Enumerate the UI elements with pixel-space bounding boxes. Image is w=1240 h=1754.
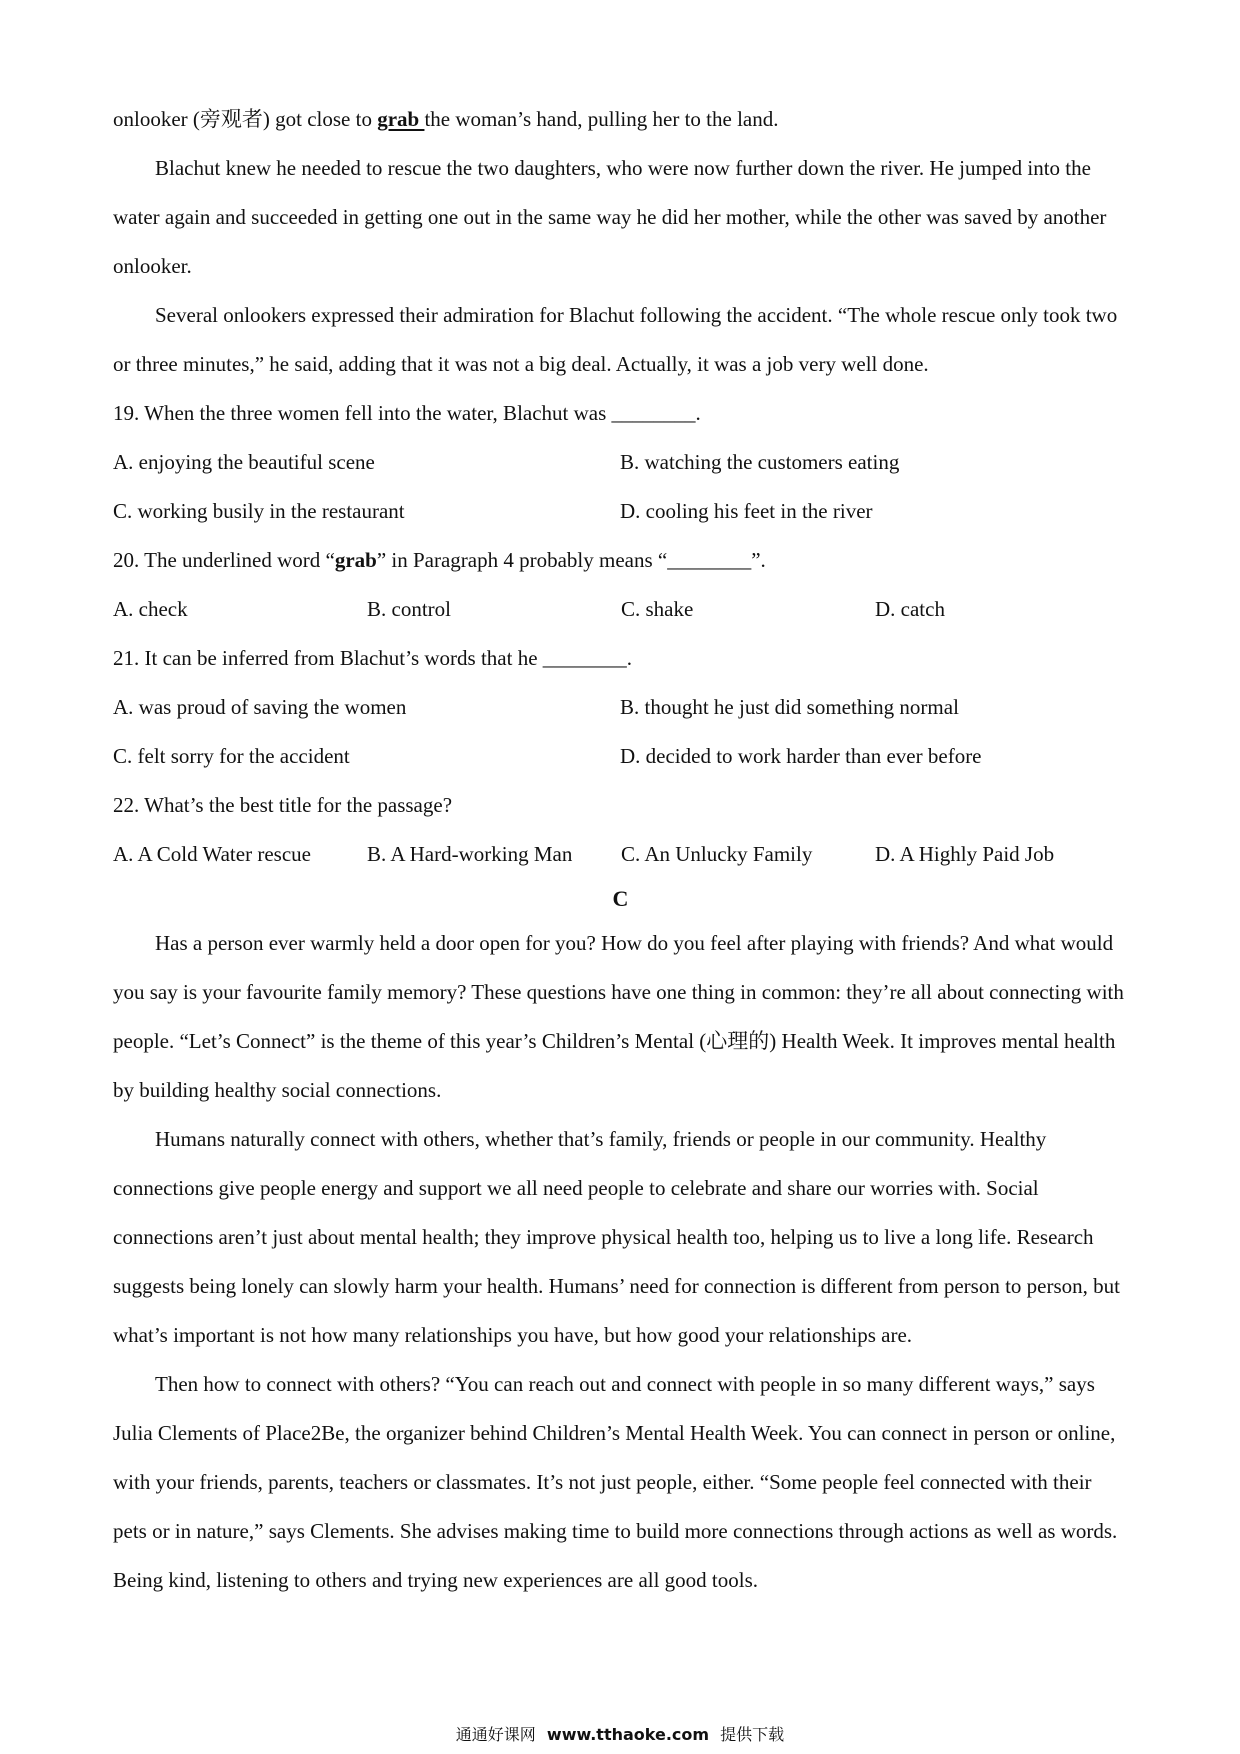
footer-download-text: 提供下载 [720,1725,785,1744]
q19-option-a: A. enjoying the beautiful scene [113,450,375,474]
q21-option-d: D. decided to work harder than ever before [620,744,982,768]
question-19-options-row-2 [113,487,1128,536]
q20-bold-word: grab [334,548,377,572]
section-c-heading: C [612,886,629,911]
question-21-options-row-2 [113,732,1128,781]
q20-option-d: D. catch [875,597,945,621]
q19-option-d: D. cooling his feet in the river [620,499,873,523]
paragraph-c-lets-connect: Has a person ever warmly held a door open for you? How do you feel after playing with friends? And what would you say is your favourite family memory? These questions have one thing in common: they’re all about connecting with people. “Let’s Connect” is the theme of this year’s Children’s Mental (心理的) Health Week. It improves mental health by building healthy social connections. [113,931,1124,1102]
paragraph-c-humans-connect: Humans naturally connect with others, whether that’s family, friends or people in our community. Healthy connections give people energy and support we all need people to celebrate and share our worries with. Social connections aren’t just about mental health; they improve physical health too, helping us to live a long life. Research suggests being lonely can slowly harm your health. Humans’ need for connection is different from person to person, but what’s important is not how many relationships you have, but how good your relationships are. [113,1127,1120,1347]
q22-option-d: D. A Highly Paid Job [875,842,1055,866]
paragraph-b-admiration: Several onlookers expressed their admiration for Blachut following the accident. “The whole rescue only took two or three minutes,” he said, adding that it was not a big deal. Actually, it was a job very well done. [113,303,1118,376]
question-19-stem: 19. When the three women fell into the water, Blachut was ________. [113,401,701,425]
q22-option-c: C. An Unlucky Family [621,842,813,866]
q21-option-b: B. thought he just did something normal [620,695,959,719]
intro-line: onlooker (旁观者) got close to grab the woman’s hand, pulling her to the land. [113,107,779,131]
grab-underlined-word: grab [377,107,425,131]
q21-option-c: C. felt sorry for the accident [113,744,350,768]
question-22-options [113,830,1128,879]
footer-site-name: 通通好课网 [455,1725,536,1744]
paragraph-c-how-to-connect: Then how to connect with others? “You can reach out and connect with people in so many different ways,” says Julia Clements of Place2Be, the organizer behind Children’s Mental Health Week. You can connect in person or online, with your friends, parents, teachers or classmates. It’s not just people, either. “Some people feel connected with their pets or in nature,” says Clements. She advises making time to build more connections through actions as well as words. Being kind, listening to others and trying new experiences are all good tools. [113,1372,1118,1592]
q21-option-a: A. was proud of saving the women [113,695,407,719]
question-21-options-row-1 [113,683,1128,732]
q20-option-a: A. check [113,597,188,621]
footer-url-link[interactable]: www.tthaoke.com [546,1725,710,1744]
question-19-options-row-1 [113,438,1128,487]
q20-option-c: C. shake [621,597,694,621]
q19-option-b: B. watching the customers eating [620,450,900,474]
q22-option-b: B. A Hard-working Man [367,842,573,866]
q22-option-a: A. A Cold Water rescue [113,842,311,866]
question-21-stem: 21. It can be inferred from Blachut’s words that he ________. [113,646,633,670]
question-20-stem: 20. The underlined word “grab” in Paragraph 4 probably means “________”. [113,548,766,572]
question-22-stem: 22. What’s the best title for the passage? [113,793,453,817]
page-footer [0,1722,1240,1745]
q20-option-b: B. control [367,597,451,621]
document-page [113,95,1128,1605]
q19-option-c: C. working busily in the restaurant [113,499,405,523]
question-20-options [113,585,1128,634]
paragraph-b-rescue-daughters: Blachut knew he needed to rescue the two daughters, who were now further down the river. He jumped into the water again and succeeded in getting one out in the same way he did her mother, while the other was saved by another onlooker. [113,156,1107,278]
